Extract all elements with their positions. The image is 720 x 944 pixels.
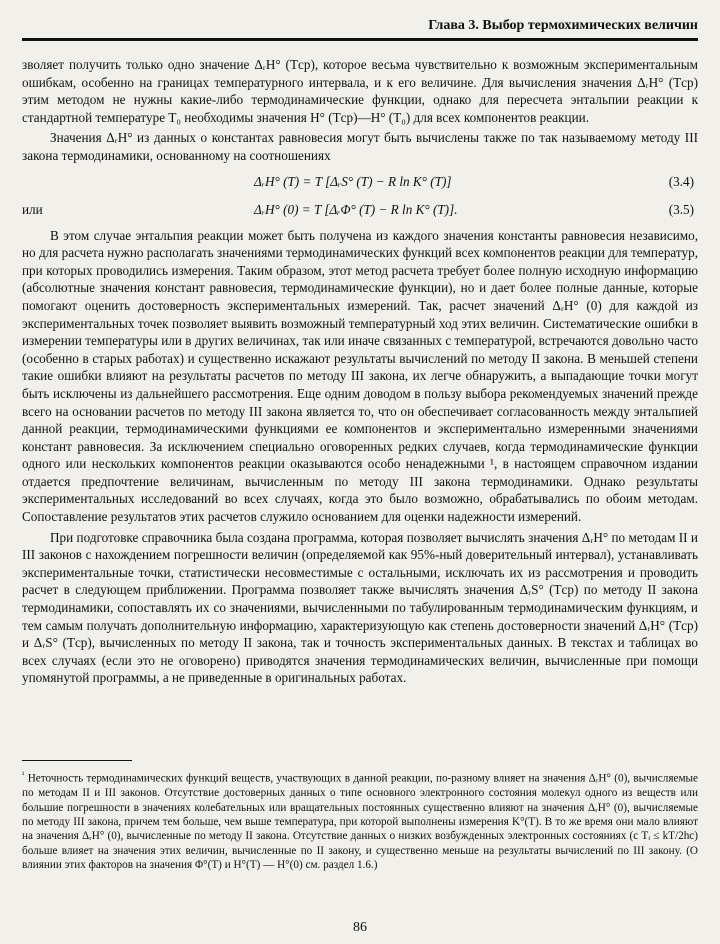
equation-3-5	[22, 199, 698, 221]
equation-3-4	[22, 171, 698, 193]
paragraph-4: При подготовке справочника была создана программа, которая позволяет вычислять значения ΔᵣH° по методам II и III законов с нахождением погрешности величин (определяемой как 95%-ный доверительный интервал), устанавливать экспериментальные точки, статистически несовместимые с остальными, исключать их из рассмотрения и проводить расчет в следующем приближении. Программа позволяет также вычислять значения ΔᵣS° (Tср) по методу II закона термодинамики, сопоставлять их со значениями, вычисленными по табулированным термодинамическим функциям, и тем самым получать дополнительную информацию, характеризующую как степень достоверности значений ΔᵣH° (Tср) и ΔᵣS° (Tср), вычисленных по методу II закона, так и точность экспериментальных данных. В текстах и таблицах во всех случаях (если это не оговорено) приводятся значения термодинамических величин, вычисленные при помощи упомянутой программы, а не приведенные в оригинальных работах.	[22, 529, 698, 686]
equation-formula: ΔᵣH° (0) = T [ΔᵣΦ° (T) − R ln K° (T)].	[254, 201, 458, 217]
footnote-text: Неточность термодинамических функций веществ, участвующих в данной реакции, по-разному влияет на значения ΔᵣH° (0), вычисляемые по методам II и III законов. Отсутствие достоверных данных о типе основного электронного состояния молекул одного из веществ или большие погрешности в значениях колебательных или вращательных постоянных существенно влияют на значения ΔᵣH° (0), вычисляемые по методу III закона, причем тем больше, чем выше температура, при которой выполнены измерения K°(T). В то же время они мало влияют на значения ΔᵣH° (0), вычисленные по методу II закона. Отсутствие данных о низких возбужденных электронных состояниях (с Tᵢ ≤ kT/2hc) больше влияет на значения этих величин, вычисленные по II закону, и существенно меньше на результаты вычислений по III закону. (О влиянии этих факторов на значения Φ°(T) и H°(T) — H°(0) см. раздел 1.6.)	[22, 772, 699, 872]
equation-prefix: или	[22, 201, 43, 217]
footnote	[22, 768, 698, 873]
main-text	[22, 56, 698, 690]
equation-formula: ΔᵣH° (T) = T [ΔᵣS° (T) − R ln K° (T)]	[254, 173, 452, 189]
paragraph-1: зволяет получить только одно значение ΔᵣH° (Tср), которое весьма чувствительно к возможным экспериментальным ошибкам, особенно на границах температурного интервала, и к его величине. Для вычисления значения ΔᵣH° (Tср) этим методом не нужны какие-либо термодинамические функции, однако для пересчета энтальпии реакции к стандартной температуре T₀ необходимы значения H° (Tср)—H° (T₀) для всех компонентов реакции.	[22, 57, 698, 125]
equation-number: (3.5)	[668, 201, 694, 217]
footnote-marker: ¹	[22, 770, 25, 779]
page-number: 86	[353, 920, 367, 935]
footnote-divider	[22, 760, 132, 761]
running-header	[22, 14, 698, 41]
equation-number: (3.4)	[668, 173, 694, 189]
chapter-title: Глава 3. Выбор термохимических величин	[428, 18, 698, 33]
paragraph-2: Значения ΔᵣH° из данных о константах равновесия могут быть вычислены также по так называемому методу III закона термодинамики, основанному на соотношениях	[22, 130, 698, 163]
paragraph-3: В этом случае энтальпия реакции может быть получена из каждого значения константы равновесия независимо, но для расчета нужно располагать значениями термодинамических функций всех компонентов реакции для температур, при которых проводились измерения. Таким образом, этот метод расчета требует более полную исходную информацию (абсолютные значения констант равновесия, термодинамические функции), но и дает более полные данные, которые помогают оценить достоверность экспериментальных измерений. Так, расчет значений ΔᵣH° (0) для каждой из экспериментальных точек позволяет выявить возможный температурный ход этих величин. Систематические ошибки в измерении температуры или в других величинах, так или иначе связанных с температурой, встречаются довольно часто (особенно в старых работах) и существенно искажают результаты вычислений по методу II закона. В меньшей степени такие ошибки влияют на результаты расчетов по методу III закона, их легче обнаружить, а выпадающие точки могут быть исключены из дальнейшего рассмотрения. Еще одним доводом в пользу выбора рекомендуемых значений прежде всего на основании расчетов по методу III закона является то, что он обеспечивает согласованность между энтальпией данной реакции, термодинамическими функциями ее компонентов и экспериментально измеренными значениями констант равновесия. За исключением специально оговоренных редких случаев, когда термодинамические функции одного или нескольких компонентов реакции оказываются особо ненадежными ¹, в настоящем справочном издании отдается предпочтение величинам, вычисленным по методу III закона термодинамики. Однако результаты экспериментальных исследований во всех случаях, когда это было возможно, обрабатывались по обоим методам. Сопоставление результатов этих расчетов служило основанием для оценки надежности измерений.	[22, 227, 698, 525]
